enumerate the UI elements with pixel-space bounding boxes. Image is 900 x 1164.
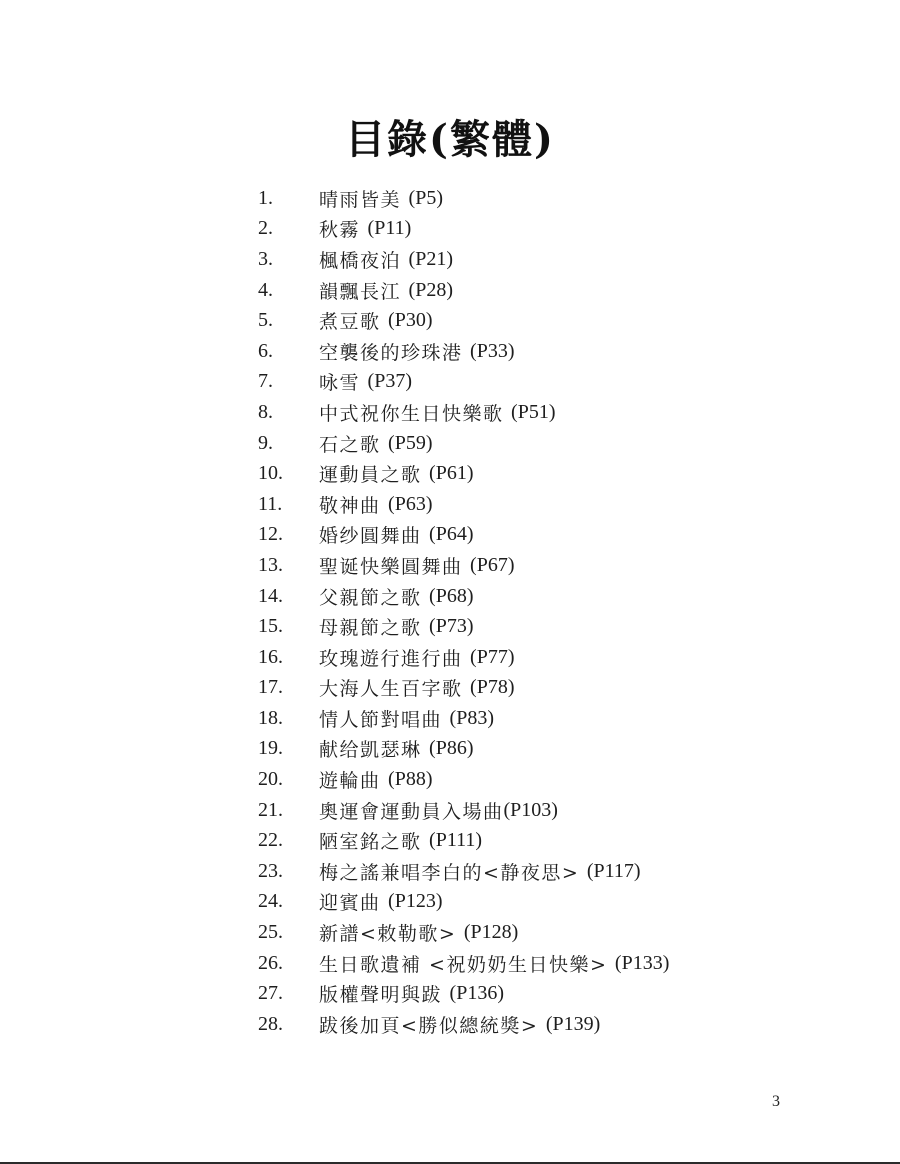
toc-entry — [258, 795, 669, 826]
toc-entry-title: 生日歌遺補 <祝奶奶生日快樂> — [319, 953, 615, 976]
toc-entry-number: 22. — [258, 829, 283, 852]
toc-entry-page-ref: (P61) — [429, 462, 474, 485]
toc-entry-title: 韻飄長江 — [319, 280, 409, 303]
toc-entry-page-ref: (P21) — [408, 247, 453, 270]
toc-entry — [258, 183, 669, 214]
toc-entry-number: 8. — [258, 400, 273, 423]
toc-entry-number: 7. — [258, 370, 273, 393]
toc-entry-number: 13. — [258, 553, 283, 576]
toc-entry-number: 21. — [258, 798, 283, 821]
toc-entry-page-ref: (P63) — [388, 492, 433, 515]
toc-entry-title: 運動員之歌 — [319, 464, 430, 487]
toc-entry-number: 16. — [258, 645, 283, 668]
toc-entry — [258, 397, 669, 428]
toc-entry — [258, 917, 669, 948]
toc-entry-title: 中式祝你生日快樂歌 — [319, 402, 512, 425]
toc-entry-number: 10. — [258, 462, 283, 485]
toc-entry-number: 24. — [258, 890, 283, 913]
toc-entry-page-ref: (P78) — [470, 676, 515, 699]
toc-entry-page-ref: (P133) — [614, 951, 670, 974]
toc-entry-title: 母親節之歌 — [319, 617, 430, 640]
toc-entry-page-ref: (P139) — [545, 1012, 601, 1035]
toc-entry-page-ref: (P123) — [388, 890, 443, 913]
toc-entry-page-ref: (P103) — [503, 798, 558, 821]
toc-entry-page-ref: (P73) — [429, 615, 474, 638]
toc-entry-title: 大海人生百字歌 — [319, 678, 471, 701]
toc-entry-title: 父親節之歌 — [319, 586, 430, 609]
toc-entry-page-ref: (P11) — [367, 217, 412, 240]
toc-entry — [258, 550, 669, 581]
toc-entry-title: 晴雨皆美 — [319, 188, 409, 211]
toc-entry-title: 楓橋夜泊 — [319, 249, 409, 272]
toc-entry-title: 奧運會運動員入場曲 — [319, 800, 504, 823]
toc-entry-number: 1. — [258, 186, 273, 209]
toc-entry — [258, 856, 669, 887]
toc-entry-title: 版權聲明與跋 — [319, 984, 450, 1007]
toc-entry-number: 9. — [258, 431, 273, 454]
toc-entry-number: 26. — [258, 951, 283, 974]
toc-entry-number: 23. — [258, 859, 283, 882]
toc-entry-page-ref: (P68) — [429, 584, 474, 607]
toc-entry-title: 情人節對唱曲 — [319, 708, 450, 731]
table-of-contents — [258, 183, 669, 1040]
toc-entry — [258, 336, 669, 367]
toc-entry-page-ref: (P28) — [408, 278, 453, 301]
toc-entry — [258, 978, 669, 1009]
toc-entry-page-ref: (P117) — [586, 859, 641, 882]
toc-entry-number: 14. — [258, 584, 283, 607]
toc-entry — [258, 611, 669, 642]
toc-entry-title: 玫瑰遊行進行曲 — [319, 647, 471, 670]
toc-entry-title: 秋霧 — [319, 219, 368, 242]
toc-entry-page-ref: (P128) — [463, 921, 519, 944]
toc-entry-number: 15. — [258, 615, 283, 638]
toc-entry-page-ref: (P59) — [388, 431, 433, 454]
toc-entry — [258, 673, 669, 704]
toc-entry — [258, 887, 669, 918]
toc-entry-title: 石之歌 — [319, 433, 389, 456]
toc-entry — [258, 764, 669, 795]
toc-entry-number: 11. — [258, 492, 283, 515]
toc-entry — [258, 581, 669, 612]
toc-entry — [258, 244, 669, 275]
toc-entry-page-ref: (P86) — [429, 737, 474, 760]
toc-entry-page-ref: (P67) — [470, 553, 515, 576]
toc-entry — [258, 703, 669, 734]
toc-entry-number: 12. — [258, 523, 283, 546]
toc-entry-title: 咏雪 — [319, 372, 368, 395]
toc-entry — [258, 458, 669, 489]
toc-entry-number: 27. — [258, 982, 283, 1005]
toc-entry-page-ref: (P88) — [388, 768, 433, 791]
toc-entry — [258, 1009, 669, 1040]
toc-entry-title: 遊輪曲 — [319, 770, 389, 793]
toc-entry — [258, 642, 669, 673]
toc-entry — [258, 489, 669, 520]
toc-entry-page-ref: (P33) — [470, 339, 515, 362]
toc-entry-page-ref: (P30) — [388, 309, 433, 332]
toc-entry-page-ref: (P51) — [511, 400, 556, 423]
toc-entry — [258, 275, 669, 306]
toc-entry-title: 煮豆歌 — [319, 311, 389, 334]
toc-entry-number: 6. — [258, 339, 273, 362]
toc-entry-title: 梅之謠兼唱李白的<静夜思> — [319, 861, 587, 884]
toc-entry-page-ref: (P111) — [429, 829, 483, 852]
toc-entry-number: 18. — [258, 706, 283, 729]
toc-entry — [258, 948, 669, 979]
toc-entry-title: 新譜<敕勒歌> — [319, 923, 464, 946]
toc-entry-page-ref: (P37) — [367, 370, 412, 393]
toc-entry-number: 28. — [258, 1012, 283, 1035]
toc-entry — [258, 428, 669, 459]
toc-entry-page-ref: (P64) — [429, 523, 474, 546]
toc-entry-title: 婚纱圓舞曲 — [319, 525, 430, 548]
page-number: 3 — [772, 1093, 780, 1110]
toc-entry-number: 20. — [258, 768, 283, 791]
toc-entry-title: 献给凱瑟琳 — [319, 739, 430, 762]
toc-entry-title: 聖诞快樂圓舞曲 — [319, 555, 471, 578]
page-title: 目錄(繁體) — [345, 116, 555, 163]
toc-entry-title: 敬神曲 — [319, 494, 389, 517]
toc-entry-page-ref: (P5) — [408, 186, 443, 209]
toc-entry-number: 5. — [258, 309, 273, 332]
toc-entry-number: 17. — [258, 676, 283, 699]
toc-entry-title: 迎賓曲 — [319, 892, 389, 915]
toc-entry-page-ref: (P77) — [470, 645, 515, 668]
toc-entry-number: 2. — [258, 217, 273, 240]
toc-entry-title: 空襲後的珍珠港 — [319, 341, 471, 364]
toc-entry — [258, 520, 669, 551]
toc-entry-number: 4. — [258, 278, 273, 301]
toc-entry-number: 25. — [258, 921, 283, 944]
toc-entry — [258, 214, 669, 245]
toc-entry-page-ref: (P83) — [449, 706, 494, 729]
toc-entry-number: 3. — [258, 247, 273, 270]
toc-entry-title: 跋後加頁<勝似總統獎> — [319, 1014, 546, 1037]
toc-entry — [258, 367, 669, 398]
toc-entry — [258, 305, 669, 336]
toc-entry — [258, 825, 669, 856]
toc-entry — [258, 734, 669, 765]
toc-entry-title: 陋室銘之歌 — [319, 831, 430, 854]
toc-entry-number: 19. — [258, 737, 283, 760]
toc-entry-page-ref: (P136) — [449, 982, 504, 1005]
